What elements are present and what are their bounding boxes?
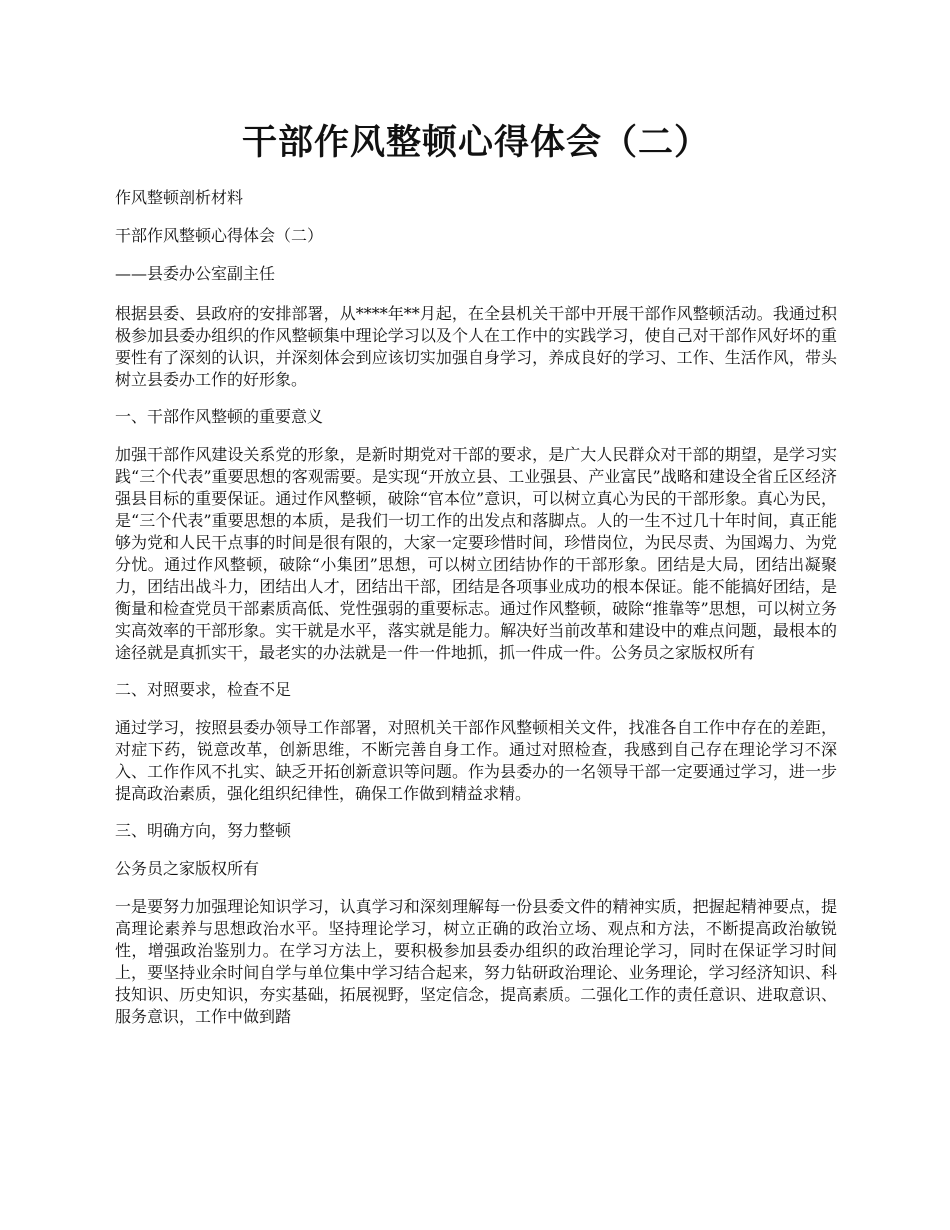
section-heading-3: 三、明确方向，努力整顿 <box>115 821 292 840</box>
section-1-paragraph: 加强干部作风建设关系党的形象，是新时期党对干部的要求，是广大人民群众对干部的期望，是学习实践“三个代表”重要思想的客观需要。是实现“开放立县、工业强县、产业富民”战略和建设全省丘区经济强县目标的重要保证。通过作风整顿，破除“官本位”意识，可以树立真心为民的干部形象。真心为民，是“三个代表”重要思想的本质，是我们一切工作的出发点和落脚点。人的一生不过几十年时间，真正能够为党和人民干点事的时间是很有限的，大家一定要珍惜时间，珍惜岗位，为民尽责、为国竭力、为党分忧。通过作风整顿，破除“小集团”思想，可以树立团结协作的干部形象。团结是大局，团结出凝聚力，团结出战斗力，团结出人才，团结出干部，团结是各项事业成功的根本保证。能不能搞好团结，是衡量和检查党员干部素质高低、党性强弱的重要标志。通过作风整顿，破除“推靠等”思想，可以树立务实高效率的干部形象。实干就是水平，落实就是能力。解决好当前改革和建设中的难点问题，最根本的途径就是真抓实干，最老实的办法就是一件一件地抓，抓一件成一件。公务员之家版权所有 <box>115 445 837 662</box>
document-subtitle: 干部作风整顿心得体会（二） <box>115 226 324 245</box>
section-3-paragraph: 一是要努力加强理论知识学习，认真学习和深刻理解每一份县委文件的精神实质，把握起精神要点，提高理论素养与思想政治水平。坚持理论学习，树立正确的政治立场、观点和方法，不断提高政治敏锐性，增强政治鉴别力。在学习方法上，要积极参加县委办组织的政治理论学习，同时在保证学习时间上，要坚持业余时间自学与单位集中学习结合起来，努力钻研政治理论、业务理论，学习经济知识、科技知识、历史知识，夯实基础，拓展视野，坚定信念，提高素质。二强化工作的责任意识、进取意识、服务意识，工作中做到踏 <box>115 897 837 1026</box>
copyright-line: 公务员之家版权所有 <box>115 859 260 878</box>
author-line: ——县委办公室副主任 <box>115 264 276 283</box>
material-label: 作风整顿剖析材料 <box>115 188 244 207</box>
section-2-paragraph: 通过学习，按照县委办领导工作部署，对照机关干部作风整顿相关文件，找准各自工作中存在的差距，对症下药，锐意改革，创新思维，不断完善自身工作。通过对照检查，我感到自己存在理论学习不深入、工作作风不扎实、缺乏开拓创新意识等问题。作为县委办的一名领导干部一定要通过学习，进一步提高政治素质，强化组织纪律性，确保工作做到精益求精。 <box>115 718 837 803</box>
section-heading-1: 一、干部作风整顿的重要意义 <box>115 407 324 426</box>
document-title: 干部作风整顿心得体会（二） <box>241 122 710 163</box>
section-heading-2: 二、对照要求，检查不足 <box>115 680 292 699</box>
intro-paragraph: 根据县委、县政府的安排部署，从****年**月起，在全县机关干部中开展干部作风整顿活动。我通过积极参加县委办组织的作风整顿集中理论学习以及个人在工作中的实践学习，使自己对干部作风好坏的重要性有了深刻的认识，并深刻体会到应该切实加强自身学习，养成良好的学习、工作、生活作风，带头树立县委办工作的好形象。 <box>115 304 837 389</box>
